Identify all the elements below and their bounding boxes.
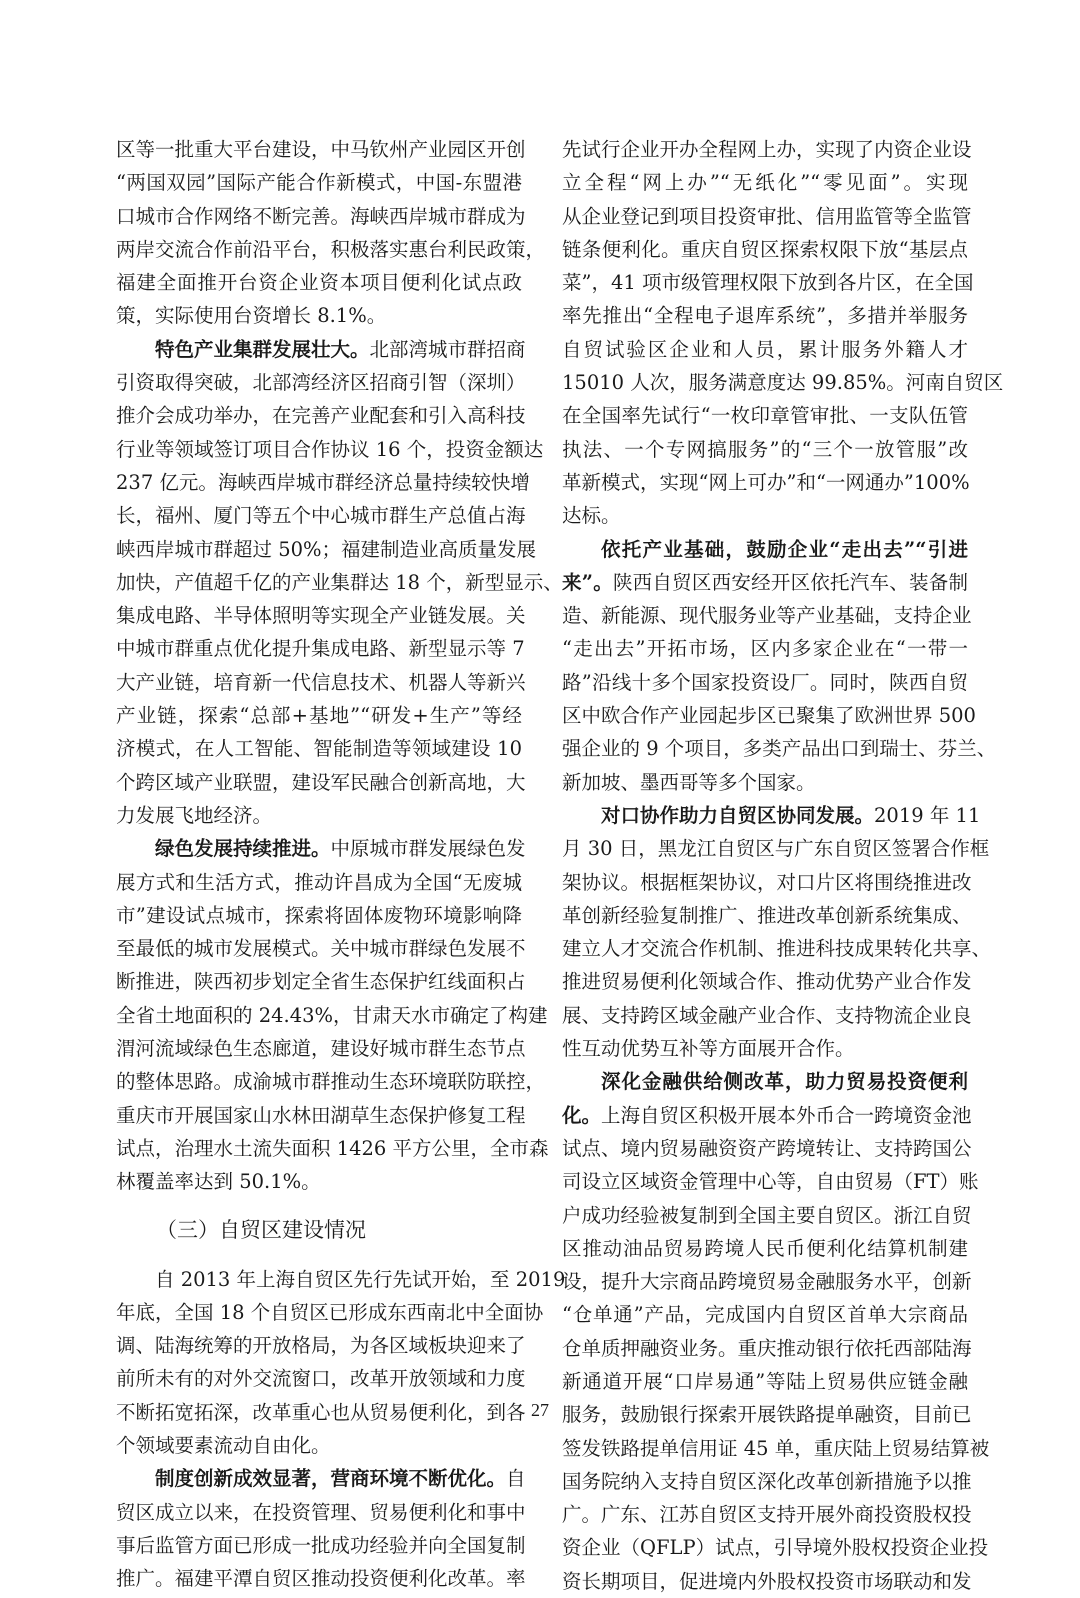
line-text: 新加坡、墨西哥等多个国家。 [562,770,816,794]
text-line [562,699,976,732]
text-line [116,899,522,932]
text-line [116,1496,526,1529]
line-text: 推进贸易便利化领域合作、推动优势产业合作发 [562,970,972,994]
text-line [562,233,968,266]
text-line [562,1165,979,1198]
text-line [562,1332,972,1365]
text-line [562,1565,972,1598]
text-line [116,766,526,799]
bold-lead-text: 特色产业集群发展壮大。 [155,337,370,361]
line-text: “两国双园”国际产能合作新模式，中国-东盟港 [116,171,522,195]
text-line [562,366,1004,399]
text-line [562,632,968,665]
bold-lead-text: 对口协作助力自贸区协同发展。 [601,803,875,827]
text-line [562,533,968,566]
text-line [116,666,526,699]
text-line [116,1263,566,1296]
text-line [562,965,972,998]
bold-lead-text: 制度创新成效显著，营商环境不断优化。 [155,1467,507,1491]
line-text: 中原城市群发展绿色发 [330,837,526,861]
line-text: 峡西岸城市群超过 50%；福建制造业高质量发展 [116,537,537,561]
text-line [116,1529,526,1562]
text-line [562,999,972,1032]
text-line [116,299,522,332]
section-heading: （三）自贸区建设情况 [156,1217,366,1242]
text-line [562,499,968,532]
text-line [562,1298,968,1331]
text-line [116,932,526,965]
text-line [116,699,522,732]
text-line [562,1199,972,1232]
line-text: 调、陆海统筹的开放格局，为各区域板块迎来了 [116,1334,526,1358]
text-line [562,899,972,932]
text-line [116,1362,526,1395]
line-text: 服务，鼓励银行探索开展铁路提单融资，目前已 [562,1403,972,1427]
text-line [562,433,968,466]
line-text: 架协议。根据框架协议，对口片区将围绕推进改 [562,870,972,894]
line-text: 口城市合作网络不断完善。海峡西岸城市群成为 [116,204,526,228]
text-line [562,1065,968,1098]
line-text: 执法、一个专网搞服务”的“三个一放管服”改 [562,437,968,461]
text-line [562,299,968,332]
line-text: 先试行企业开办全程网上办，实现了内资企业设 [562,138,972,161]
text-line [116,166,522,199]
text-line [116,533,537,566]
text-line [116,399,526,432]
line-text: 上海自贸区积极开展本外币合一跨境资金池 [601,1103,972,1127]
line-text: 仓单质押融资业务。重庆推动银行依托西部陆海 [562,1336,972,1360]
text-line [562,1032,968,1065]
text-line [116,266,522,299]
line-text: 个领域要素流动自由化。 [116,1433,331,1457]
bold-lead-text: 深化金融供给侧改革，助力贸易投资便利 [601,1070,968,1094]
line-text: 区等一批重大平台建设，中马钦州产业园区开创 [116,138,526,161]
text-line [562,1132,972,1165]
text-line [116,732,522,765]
line-text: 试点，治理水土流失面积 1426 平方公里，全市森 [116,1136,549,1160]
line-text: 产业链，探索“总部+基地”“研发+生产”等经 [116,704,522,728]
line-text: 月 30 日，黑龙江自贸区与广东自贸区签署合作框 [562,837,990,861]
line-text: 在全国率先试行“一枚印章管审批、一支队伍管 [562,404,968,428]
line-text: 试点、境内贸易融资资产跨境转让、支持跨国公 [562,1136,972,1160]
line-text: 断推进，陕西初步划定全省生态保护红线面积占 [116,970,526,994]
text-line [116,999,548,1032]
text-line [562,266,974,299]
text-line [562,666,968,699]
line-text: 革新模式，实现“网上可办”和“一网通办”100% [562,470,970,494]
line-text: 全省土地面积的 24.43%，甘肃天水市确定了构建 [116,1003,548,1027]
line-text: “仓单通”产品，完成国内自贸区首单大宗商品 [562,1303,968,1327]
line-text: 达标。 [562,504,621,528]
line-text: 两岸交流合作前沿平台，积极落实惠台利民政策， [116,237,546,261]
text-line [562,166,968,199]
line-text: 路”沿线十多个国家投资设厂。同时，陕西自贸 [562,670,968,694]
line-text: 渭河流域绿色生态廊道，建设好城市群生态节点 [116,1037,526,1061]
line-text: 展、支持跨区域金融产业合作、支持物流企业良 [562,1003,972,1027]
text-line [562,1531,989,1564]
text-line [562,832,990,865]
line-text: 户成功经验被复制到全国主要自贸区。浙江自贸 [562,1203,972,1227]
bold-lead-text: 来”。 [562,570,613,594]
line-text: 个跨区域产业联盟，建设军民融合创新高地，大 [116,770,526,794]
line-text: 的整体思路。成渝城市群推动生态环境联防联控， [116,1070,546,1094]
line-text: 率先推出“全程电子退库系统”，多措并举服务 [562,304,968,328]
text-line [116,333,526,366]
text-line [562,1432,990,1465]
bold-lead-text: 依托产业基础，鼓励企业“走出去”“引进 [601,537,968,561]
text-line [562,732,997,765]
line-text: 年底，全国 18 个自贸区已形成东西南北中全面协 [116,1300,544,1324]
text-line [116,200,526,233]
line-text: 革创新经验复制推广、推进改革创新系统集成、 [562,903,972,927]
text-line [116,433,544,466]
line-text: 造、新能源、现代服务业等产业基础，支持企业 [562,604,972,628]
text-line [116,366,526,399]
text-line [562,133,972,166]
text-line [116,799,522,832]
line-text: 贸区成立以来，在投资管理、贸易便利化和事中 [116,1500,526,1524]
right-text-column [562,133,1004,1598]
line-text: 新通道开展“口岸易通”等陆上贸易供应链金融 [562,1369,968,1393]
text-line [116,1429,522,1462]
text-line [116,1296,544,1329]
line-text: 司设立区域资金管理中心等，自由贸易（FT）账 [562,1170,979,1194]
line-text: “走出去”开拓市场，区内多家企业在“一带一 [562,637,968,661]
text-line [562,932,992,965]
line-text: 陕西自贸区西安经开区依托汽车、装备制 [612,570,968,594]
text-line [116,499,526,532]
line-text: 行业等领域签订项目合作协议 16 个，投资金额达 [116,437,544,461]
line-text: 福建全面推开台资企业资本项目便利化试点政 [116,271,522,295]
text-line [562,799,981,832]
text-line [116,599,526,632]
text-line [562,1099,972,1132]
text-line [562,1232,968,1265]
line-text: 15010 人次，服务满意度达 99.85%。河南自贸区 [562,371,1004,395]
line-text: 不断拓宽拓深，改革重心也从贸易便利化，到各 [116,1400,526,1424]
text-line [116,233,546,266]
line-text: 展方式和生活方式，推动许昌成为全国“无废城 [116,870,522,894]
line-text: 立全程“网上办”“无纸化”“零见面”。实现 [562,171,968,195]
line-text: 中城市群重点优化提升集成电路、新型显示等 7 [116,637,525,661]
line-text: 自 2013 年上海自贸区先行先试开始，至 2019 [155,1267,566,1291]
text-line [116,866,522,899]
text-line [562,1498,972,1531]
text-line [562,1365,968,1398]
line-text: 设，提升大宗商品跨境贸易金融服务水平，创新 [562,1270,972,1294]
text-line [562,1265,972,1298]
text-line [562,1465,972,1498]
text-line [116,1165,522,1198]
line-text: 引资取得突破，北部湾经济区招商引智（深圳） [116,371,526,395]
line-text: 237 亿元。海峡西岸城市群经济总量持续较快增 [116,470,530,494]
line-text: 菜”，41 项市级管理权限下放到各片区，在全国 [562,271,974,295]
text-line [116,1329,526,1362]
line-text: 2019 年 11 [874,803,981,827]
text-line [116,566,563,599]
line-text: 资企业（QFLP）试点，引导境外股权投资企业投 [562,1536,989,1560]
line-text: 大产业链，培育新一代信息技术、机器人等新兴 [116,670,526,694]
text-line [562,599,972,632]
text-line [116,632,525,665]
line-text: 加快，产值超千亿的产业集群达 18 个，新型显示、 [116,570,563,594]
line-text: 推介会成功举办，在完善产业配套和引入高科技 [116,404,526,428]
line-text: 推广。福建平潭自贸区推动投资便利化改革。率 [116,1567,526,1591]
line-text: 建立人才交流合作机制、推进科技成果转化共享、 [562,937,992,961]
text-line [116,832,526,865]
text-line [562,766,968,799]
line-text: 至最低的城市发展模式。关中城市群绿色发展不 [116,937,526,961]
line-text: 区推动油品贸易跨境人民币便利化结算机制建 [562,1236,968,1260]
text-line [116,466,530,499]
text-line [562,399,968,432]
line-text: 长，福州、厦门等五个中心城市群生产总值占海 [116,504,526,528]
line-text: 北部湾城市群招商 [369,337,526,361]
line-text: 前所未有的对外交流窗口，改革开放领域和力度 [116,1367,526,1391]
line-text: 链条便利化。重庆自贸区探索权限下放“基层点 [562,237,968,261]
line-text: 策，实际使用台资增长 8.1%。 [116,304,387,328]
text-line [562,200,972,233]
line-text: 签发铁路提单信用证 45 单，重庆陆上贸易结算被 [562,1436,990,1460]
line-text: 强企业的 9 个项目，多类产品出口到瑞士、芬兰、 [562,737,997,761]
text-line [562,466,968,499]
text-line [116,1099,526,1132]
bold-lead-text: 化。 [562,1103,602,1127]
text-line [116,1032,526,1065]
text-line [116,965,526,998]
line-text: 从企业登记到项目投资审批、信用监管等全监管 [562,204,972,228]
line-text: 市”建设试点城市，探索将固体废物环境影响降 [116,903,522,927]
line-text: 集成电路、半导体照明等实现全产业链发展。关 [116,604,526,628]
line-text: 力发展飞地经济。 [116,803,273,827]
text-line [562,566,968,599]
line-text: 国务院纳入支持自贸区深化改革创新措施予以推 [562,1469,972,1493]
line-text: 事后监管方面已形成一批成功经验并向全国复制 [116,1533,526,1557]
text-line [116,1132,549,1165]
line-text: 性互动优势互补等方面展开合作。 [562,1037,855,1061]
page-number: 27 [531,1400,549,1420]
text-line [116,1065,546,1098]
line-text: 重庆市开展国家山水林田湖草生态保护修复工程 [116,1103,526,1127]
line-text: 区中欧合作产业园起步区已聚集了欧洲世界 500 [562,704,976,728]
text-line [116,133,526,166]
bold-lead-text: 绿色发展持续推进。 [155,837,331,861]
line-text: 济模式，在人工智能、智能制造等领域建设 10 [116,737,522,761]
line-text: 广。广东、江苏自贸区支持开展外商投资股权投 [562,1503,972,1527]
text-line [116,1462,526,1495]
text-line [562,866,972,899]
text-line [116,1562,526,1595]
line-text: 资长期项目，促进境内外股权投资市场联动和发 [562,1569,972,1593]
text-line [562,333,968,366]
line-text: 林覆盖率达到 50.1%。 [116,1170,321,1194]
line-text: 自 [506,1467,526,1491]
line-text: 自贸试验区企业和人员，累计服务外籍人才 [562,337,968,361]
